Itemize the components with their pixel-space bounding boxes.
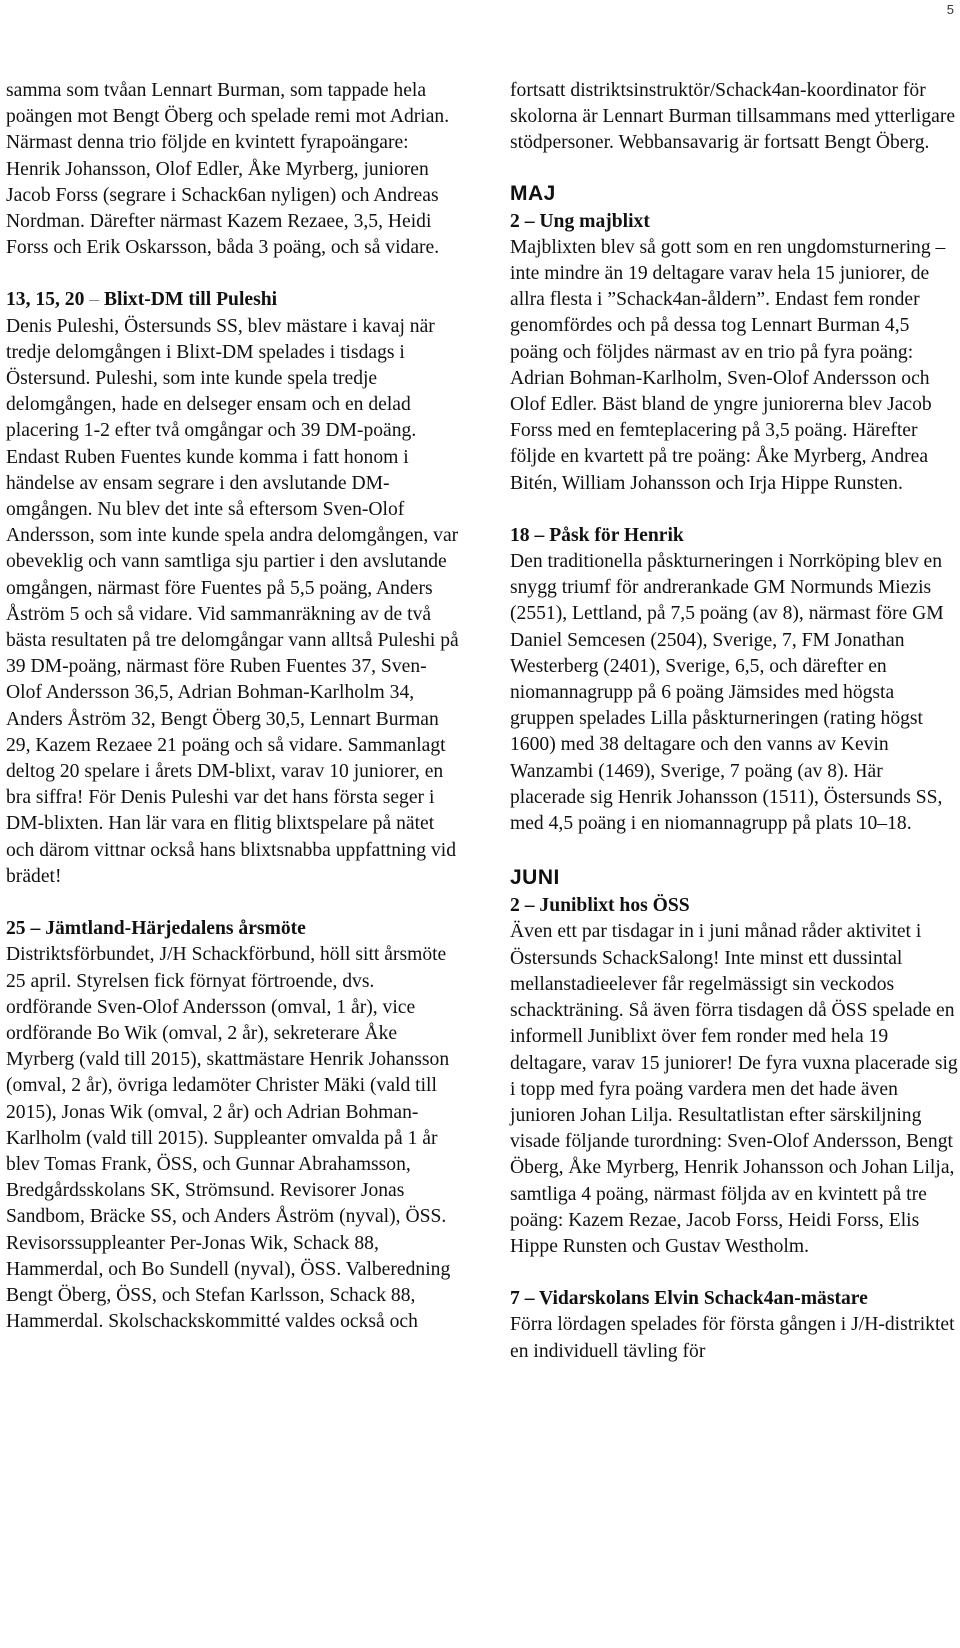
- month-heading-may: MAJ: [510, 181, 556, 205]
- month-heading-june: JUNI: [510, 866, 560, 890]
- section-body-blixt-dm: Denis Puleshi, Östersunds SS, blev mästare i kavaj när tredje delomgången i Blixt-DM spelades i tisdags i Östersund. Puleshi, som inte kunde spela tredje delomgången, hade en delseger ensam och en delad placering 1-2 efter två omgångar och 39 DM-poäng. Endast Ruben Fuentes kunde komma i fatt honom i händelse av ensam segrare i den avslutande DM-omgången. Nu blev det inte så eftersom Sven-Olof Andersson, som inte kunde spela andra delomgången, var obeveklig och vann samtliga sju partier i den avslutande omgången, närmast före Fuentes på 5,5 poäng, Anders Åström 5 och så vidare. Vid sammanräkning av de två bästa resultaten på tre delomgångar vann alltså Puleshi på 39 DM-poäng, närmast före Ruben Fuentes 37, Sven-Olof Andersson 36,5, Adrian Bohman-Karlholm 34, Anders Åström 32, Bengt Öberg 30,5, Lennart Burman 29, Kazem Rezaee 21 poäng och så vidare. Sammanlagt deltog 20 spelare i årets DM-blixt, varav 10 juniorer, en bra siffra! För Denis Puleshi var det hans första seger i DM-blixten. Han lär vara en flitig blixtspelare på nätet och därom vittnar också hans blixtsnabba uppfattning vid brädet!: [6, 315, 459, 887]
- left-column: [6, 78, 461, 1335]
- section-heading-blixt-dm: 13, 15, 20 – Blixt-DM till Puleshi: [6, 289, 278, 311]
- section-body-vidarskolan: Förra lördagen spelades för första gången i J/H-distriktet en individuell tävling för: [510, 1314, 955, 1362]
- section-heading-juniblixt: 2 – Juniblixt hos ÖSS: [510, 895, 690, 917]
- right-column: [510, 78, 960, 1365]
- section-vidarskolan: [510, 1286, 960, 1365]
- section-heading-majblixt: 2 – Ung majblixt: [510, 210, 650, 232]
- heading-dash: –: [89, 289, 100, 311]
- section-heading-pask: 18 – Påsk för Henrik: [510, 524, 684, 546]
- section-pask: [510, 523, 960, 837]
- section-majblixt: [510, 209, 960, 497]
- section-body-pask: Den traditionella påskturneringen i Norrköping blev en snygg triumf för andrerankade GM Normunds Miezis (2551), Lettland, på 7,5 poäng (av 8), närmast före GM Daniel Semcesen (2504), Sverige, 7, FM Jonathan Westerberg (2401), Sverige, 6,5, och därefter en niomannagrupp på 6 poäng Jämsides med högsta gruppen spelades Lilla påskturneringen (rating högst 1600) med 38 deltagare och den vanns av Kevin Wanzambi (1469), Sverige, 7 poäng (av 8). Här placerade sig Henrik Johansson (1511), Östersunds SS, med 4,5 poäng i en niomannagrupp på plats 10–18.: [510, 551, 944, 835]
- section-heading-arsmote: 25 – Jämtland-Härjedalens årsmöte: [6, 918, 306, 940]
- page-number: 5: [946, 2, 954, 17]
- intro-paragraph: samma som tvåan Lennart Burman, som tappade hela poängen mot Bengt Öberg och spelade remi mot Adrian. Närmast denna trio följde en kvintett fyrapoängare: Henrik Johansson, Olof Edler, Åke Myrberg, junioren Jacob Forss (segrare i Schack6an nyligen) och Andreas Nordman. Därefter närmast Kazem Rezaee, 3,5, Heidi Forss och Erik Oskarsson, båda 3 poäng, och så vidare.: [6, 80, 450, 259]
- section-juniblixt: [510, 893, 960, 1260]
- section-arsmote: [6, 916, 461, 1335]
- section-body-arsmote: Distriktsförbundet, J/H Schackförbund, höll sitt årsmöte 25 april. Styrelsen fick förnyat förtroende, dvs. ordförande Sven-Olof Andersson (omval, 1 år), vice ordförande Bo Wik (omval, 2 år), sekreterare Åke Myrberg (vald till 2015), skattmästare Henrik Johansson (omval, 2 år), övriga ledamöter Christer Mäki (vald till 2015), Jonas Wik (omval, 2 år) och Adrian Bohman-Karlholm (vald till 2015). Suppleanter omvalda på 1 år blev Tomas Frank, ÖSS, och Gunnar Abrahamsson, Bredgårdsskolans SK, Strömsund. Revisorer Jonas Sandbom, Bräcke SS, och Anders Åström (nyval), ÖSS. Revisorssuppleanter Per-Jonas Wik, Schack 88, Hammerdal, och Bo Sundell (nyval), ÖSS. Valberedning Bengt Öberg, ÖSS, och Stefan Karlsson, Schack 88, Hammerdal. Skolschackskommitté valdes också och: [6, 944, 451, 1333]
- section-blixt-dm: [6, 287, 461, 890]
- section-body-majblixt: Majblixten blev så gott som en ren ungdomsturnering – inte mindre än 19 deltagare varav hela 15 juniorer, de allra flesta i ”Schack4an-åldern”. Endast fem ronder genomfördes och på dessa tog Lennart Burman 4,5 poäng och följdes närmast av en trio på fyra poäng: Adrian Bohman-Karlholm, Sven-Olof Andersson och Olof Edler. Bäst bland de yngre juniorerna blev Jacob Forss med en femteplacering på 3,5 poäng. Härefter följde en kvartett på tre poäng: Åke Myrberg, Andrea Bitén, William Johansson och Irja Hippe Runsten.: [510, 236, 946, 494]
- section-body-juniblixt: Även ett par tisdagar in i juni månad råder aktivitet i Östersunds SchackSalong! Inte minst ett dussintal mellanstadieelever får regelmässigt sin veckodos schackträning. Så även förra tisdagen då ÖSS spelade en informell Juniblixt över fem ronder med hela 19 deltagare, varav 15 juniorer! De fyra vuxna placerade sig i topp med fyra poäng vardera men det hade även junioren Johan Lilja. Resultatlistan efter särskiljning visade följande turordning: Sven-Olof Andersson, Bengt Öberg, Åke Myrberg, Henrik Johansson och Johan Lilja, samtliga 4 poäng, närmast följda av en kvintett på tre poäng: Kazem Rezae, Jacob Forss, Heidi Forss, Elis Hippe Runsten och Gustav Westholm.: [510, 921, 958, 1257]
- continued-paragraph: fortsatt distriktsinstruktör/Schack4an-koordinator för skolorna är Lennart Burman tillsammans med ytterligare stödpersoner. Webbansavarig är fortsatt Bengt Öberg.: [510, 80, 956, 154]
- section-heading-vidarskolan: 7 – Vidarskolans Elvin Schack4an-mästare: [510, 1288, 868, 1310]
